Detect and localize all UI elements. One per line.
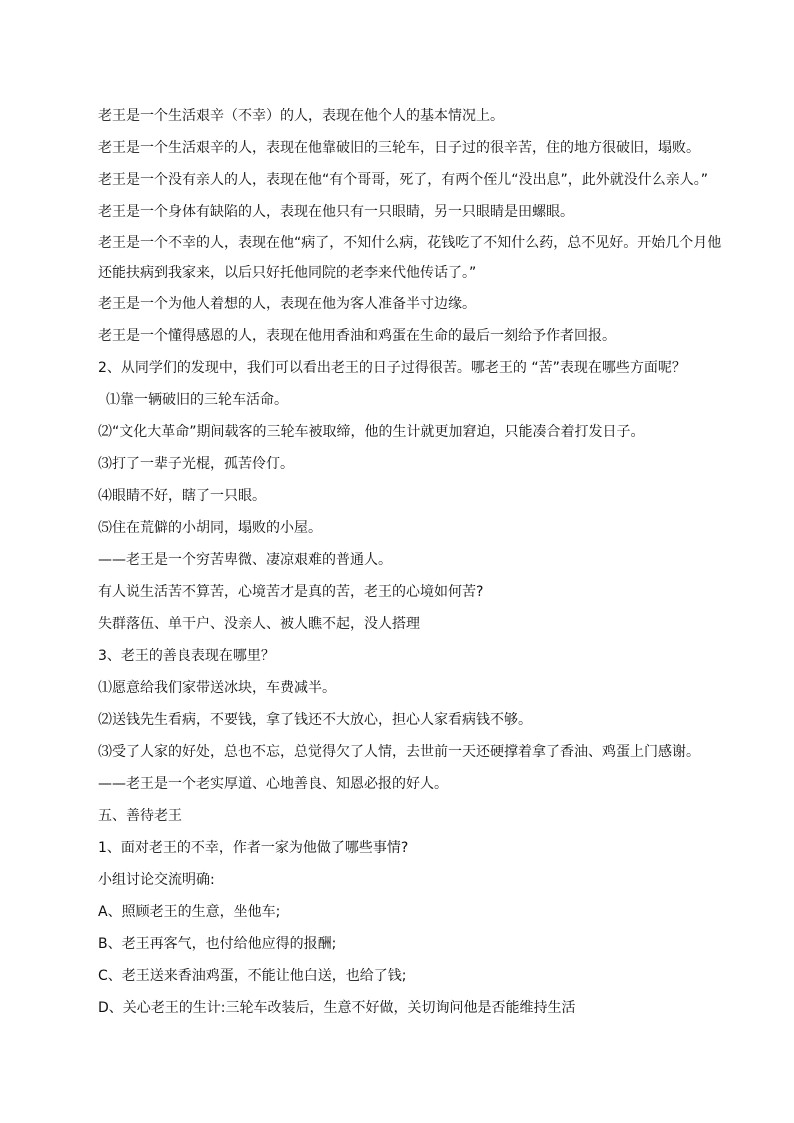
summary-line: ——老王是一个老实厚道、心地善良、知恩必报的好人。 bbox=[98, 776, 448, 792]
question-heading: 2、从同学们的发现中，我们可以看出老王的日子过得很苦。哪老王的 “苦”表现在哪些方面呢？ bbox=[98, 360, 686, 376]
paragraph-line: 有人说生活苦不算苦，心境苦才是真的苦，老王的心境如何苦? bbox=[98, 584, 484, 600]
paragraph-line: 老王是一个生活艰辛的人，表现在他靠破旧的三轮车，日子过的很辛苦，住的地方很破旧，塌败。 bbox=[98, 140, 700, 156]
list-item: ⑵“文化大革命”期间载客的三轮车被取缔，他的生计就更加窘迫，只能凑合着打发日子。 bbox=[98, 424, 645, 440]
list-item: ⑶受了人家的好处，总也不忘，总觉得欠了人情，去世前一天还硬撑着拿了香油、鸡蛋上门感谢。 bbox=[98, 744, 700, 760]
paragraph-line: 老王是一个身体有缺陷的人，表现在他只有一只眼睛，另一只眼睛是田螺眼。 bbox=[98, 204, 574, 220]
section-heading: 五、善待老王 bbox=[98, 808, 182, 824]
list-item: A、照顾老王的生意，坐他车; bbox=[98, 904, 281, 920]
list-item: ⑸住在荒僻的小胡同，塌败的小屋。 bbox=[98, 520, 322, 536]
document-body bbox=[98, 100, 726, 1024]
question-heading: 3、老王的善良表现在哪里？ bbox=[98, 648, 275, 664]
list-item: ⑵送钱先生看病，不要钱，拿了钱还不大放心，担心人家看病钱不够。 bbox=[98, 712, 532, 728]
paragraph-line: 老王是一个没有亲人的人，表现在他“有个哥哥，死了，有两个侄儿“没出息”，此外就没什么亲人。” bbox=[98, 172, 709, 188]
summary-line: ——老王是一个穷苦卑微、凄凉艰难的普通人。 bbox=[98, 552, 392, 568]
list-item: C、老王送来香油鸡蛋，不能让他白送，也给了钱; bbox=[98, 968, 407, 984]
list-item: D、关心老王的生计:三轮车改装后，生意不好做，关切询问他是否能维持生活 bbox=[98, 1000, 576, 1016]
paragraph-line: 小组讨论交流明确: bbox=[98, 872, 215, 888]
list-item: ⑶打了一辈子光棍，孤苦伶仃。 bbox=[98, 456, 294, 472]
paragraph-wrapped: 老王是一个不幸的人，表现在他“病了，不知什么病，花钱吃了不知什么药，总不见好。开始几个月他还能扶病到我家来，以后只好托他同院的老李来代他传话了。” bbox=[98, 235, 722, 281]
paragraph-line: 老王是一个懂得感恩的人，表现在他用香油和鸡蛋在生命的最后一刻给予作者回报。 bbox=[98, 328, 616, 344]
list-item: ⑴靠一辆破旧的三轮车活命。 bbox=[106, 392, 288, 408]
question-heading: 1、面对老王的不幸，作者一家为他做了哪些事情? bbox=[98, 840, 409, 856]
paragraph-line: 老王是一个生活艰辛（不幸）的人，表现在他个人的基本情况上。 bbox=[98, 108, 504, 124]
list-item: ⑷眼睛不好，瞎了一只眼。 bbox=[98, 488, 266, 504]
paragraph-line: 失群落伍、单干户、没亲人、被人瞧不起，没人搭理 bbox=[98, 616, 420, 632]
list-item: B、老王再客气，也付给他应得的报酬; bbox=[98, 936, 337, 952]
paragraph-line: 老王是一个为他人着想的人，表现在他为客人准备半寸边缘。 bbox=[98, 296, 476, 312]
list-item: ⑴愿意给我们家带送冰块，车费减半。 bbox=[98, 680, 336, 696]
